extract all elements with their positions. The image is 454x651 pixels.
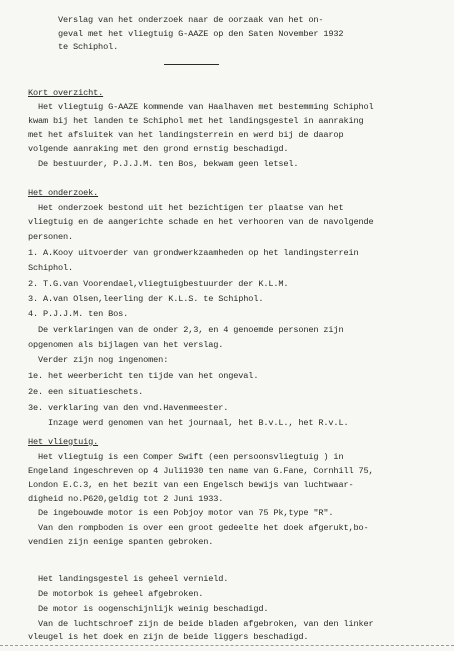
body-line: 3. A.van Olsen,leerling der K.L.S. te Schiphol. [28, 294, 264, 304]
title-rule [164, 64, 219, 65]
title-line-2: geval met het vliegtuig G-AAZE op den Saten November 1932 [58, 29, 344, 39]
heading-het-onderzoek: Het onderzoek. [28, 188, 99, 198]
body-line: Inzage werd genomen van het journaal, het B.v.L., het R.v.L. [28, 418, 349, 428]
body-line: met het afsluitek van het landingsterrein en werd bij de daarop [28, 130, 344, 140]
title-line-3: te Schiphol. [58, 42, 119, 52]
body-line: De motorbok is geheel afgebroken. [28, 589, 204, 599]
body-line: Het onderzoek bestond uit het bezichtigen ter plaatse van het [28, 203, 344, 213]
body-line: Van den rompboden is over een groot gedeelte het doek afgerukt,bo- [28, 523, 369, 533]
body-line: Engeland ingeschreven op 4 Juli1930 ten name van G.Fane, Cornhill 75, [28, 466, 374, 476]
body-line: De verklaringen van de onder 2,3, en 4 genoemde personen zijn [28, 325, 344, 335]
body-line: Verder zijn nog ingenomen: [28, 355, 169, 365]
body-line: 4. P.J.J.M. ten Bos. [28, 309, 129, 319]
body-line: 1. A.Kooy uitvoerder van grondwerkzaamheden op het landingsterrein [28, 248, 359, 258]
body-line: London E.C.3, en het bezit van een Engelsch bewijs van luchtwaar- [28, 480, 354, 490]
body-line: De ingebouwde motor is een Pobjoy motor van 75 Pk,type "R". [28, 508, 334, 518]
body-line: Het vliegtuig is een Comper Swift (een persoonsvliegtuig ) in [28, 452, 344, 462]
body-line: opgenomen als bijlagen van het verslag. [28, 340, 224, 350]
body-line: 2e. een situatieschets. [28, 387, 144, 397]
body-line: Het landingsgestel is geheel vernield. [28, 574, 229, 584]
body-line: kwam bij het landen te Schiphol met het landingsgestel in aanraking [28, 116, 364, 126]
heading-het-vliegtuig: Het vliegtuig. [28, 437, 99, 447]
body-line: volgende aanraking met den grond ernstig beschadigd. [28, 144, 289, 154]
body-line: Van de luchtschroef zijn de beide bladen afgebroken, van den linker [28, 619, 374, 629]
heading-kort-overzicht: Kort overzicht. [28, 88, 104, 98]
body-line: digheid no.P620,geldig tot 2 Juni 1933. [28, 494, 224, 504]
body-line: vendien zijn eenige spanten gebroken. [28, 537, 214, 547]
title-line-1: Verslag van het onderzoek naar de oorzaak van het on- [58, 15, 324, 25]
body-line: Schiphol. [28, 263, 74, 273]
body-line: vliegtuig en de aangerichte schade en het verhooren van de navolgende [28, 217, 374, 227]
body-line: 2. T.G.van Voorendael,vliegtuigbestuurder der K.L.M. [28, 279, 289, 289]
body-line: Het vliegtuig G-AAZE kommende van Haalhaven met bestemming Schiphol [28, 102, 374, 112]
body-line: vleugel is het doek en zijn de beide liggers beschadigd. [28, 632, 309, 642]
body-line: 3e. verklaring van den vnd.Havenmeester. [28, 403, 229, 413]
page-bottom-edge [0, 645, 454, 646]
body-line: De motor is oogenschijnlijk weinig beschadigd. [28, 604, 269, 614]
body-line: personen. [28, 232, 74, 242]
body-line: 1e. het weerbericht ten tijde van het ongeval. [28, 371, 259, 381]
body-line: De bestuurder, P.J.J.M. ten Bos, bekwam geen letsel. [28, 159, 299, 169]
